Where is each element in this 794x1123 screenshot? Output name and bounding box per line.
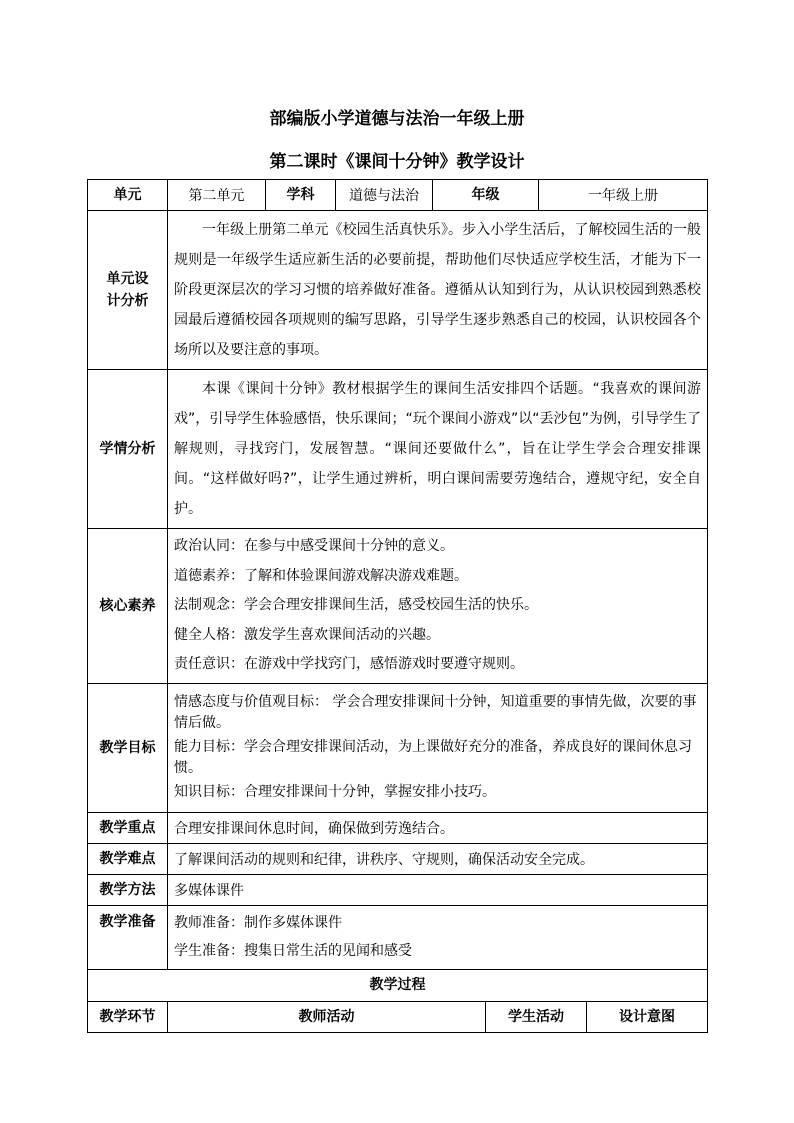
teaching-goals-label: 教学目标 [88,683,168,812]
method-text: 多媒体课件 [168,874,708,905]
unit-analysis-row [88,211,708,370]
subject-label: 学科 [266,180,336,211]
core-literacy-item: 道德素养：了解和体验课间游戏解决游戏难题。 [174,567,468,584]
info-row [88,180,708,211]
unit-analysis-label: 单元设计分析 [88,211,168,370]
difficulty-row [88,843,708,874]
grade-label: 年级 [433,180,539,211]
preparation-label: 教学准备 [88,905,168,969]
key-point-row [88,812,708,843]
difficulty-text: 了解课间活动的规则和纪律，讲秩序、守规则，确保活动安全完成。 [168,843,708,874]
document-title: 部编版小学道德与法治一年级上册 [269,109,525,129]
key-point-text: 合理安排课间休息时间，确保做到劳逸结合。 [168,812,708,843]
process-title-row [88,969,708,1001]
process-col-intent: 设计意图 [587,1001,708,1032]
process-col-stage: 教学环节 [88,1001,168,1032]
core-literacy-item: 责任意识：在游戏中学找窍门，感悟游戏时要遵守规则。 [174,656,524,673]
unit-label: 单元 [88,180,168,211]
process-title: 教学过程 [88,969,708,1001]
grade-value: 一年级上册 [539,180,708,211]
key-point-label: 教学重点 [88,812,168,843]
unit-analysis-text: 一年级上册第二单元《校园生活真快乐》。步入小学生活后，了解校园生活的一般规则是一年级学生适应新生活的必要前提，帮助他们尽快适应学校生活，才能为下一阶段更深层次的学习习惯的培养做好准备。遵循从认知到行为，从认识校园到熟悉校园最后遵循校园各项规则的编写思路，引导学生逐步熟悉自己的校园，认识校园各个场所以及要注意的事项。 [174,222,701,358]
teaching-goal-item: 情感态度与价值观目标： 学会合理安排课间十分钟，知道重要的事情先做，次要的事情后做。 [174,694,697,732]
learner-analysis-row [88,370,708,529]
preparation-row [88,905,708,969]
difficulty-label: 教学难点 [88,843,168,874]
core-literacy-item: 健全人格：激发学生喜欢课间活动的兴趣。 [174,626,440,643]
subject-value: 道德与法治 [336,180,433,211]
unit-value: 第二单元 [168,180,266,211]
core-literacy-label: 核心素养 [88,529,168,684]
teaching-goal-item: 能力目标：学会合理安排课间活动，为上课做好充分的准备，养成良好的课间休息习惯。 [174,739,692,777]
lesson-subtitle: 第二课时《课间十分钟》教学设计 [269,152,525,172]
core-literacy-row [88,529,708,684]
core-literacy-item: 法制观念：学会合理安排课间生活，感受校园生活的快乐。 [174,597,538,614]
core-literacy-item: 政治认同：在参与中感受课间十分钟的意义。 [174,538,454,554]
learner-analysis-label: 学情分析 [88,370,168,529]
preparation-item: 教师准备：制作多媒体课件 [174,915,342,932]
process-header-row [88,1001,708,1032]
learner-analysis-text: 本课《课间十分钟》教材根据学生的课间生活安排四个话题。“我喜欢的课间游戏”，引导学生体验感悟，快乐课间；“玩个课间小游戏”以“丢沙包”为例，引导学生了解规则，寻找窍门，发展智慧。“课间还要做什么”，旨在让学生学会合理安排课间。“这样做好吗?”，让学生通过辨析，明白课间需要劳逸结合，遵规守纪，安全自护。 [174,381,701,517]
method-row [88,874,708,905]
method-label: 教学方法 [88,874,168,905]
process-col-student: 学生活动 [486,1001,587,1032]
preparation-item: 学生准备：搜集日常生活的见闻和感受 [174,943,412,960]
process-col-teacher: 教师活动 [168,1001,486,1032]
teaching-goals-row [88,683,708,812]
teaching-goal-item: 知识目标：合理安排课间十分钟，掌握安排小技巧。 [174,784,496,801]
lesson-plan-table [87,179,708,1033]
